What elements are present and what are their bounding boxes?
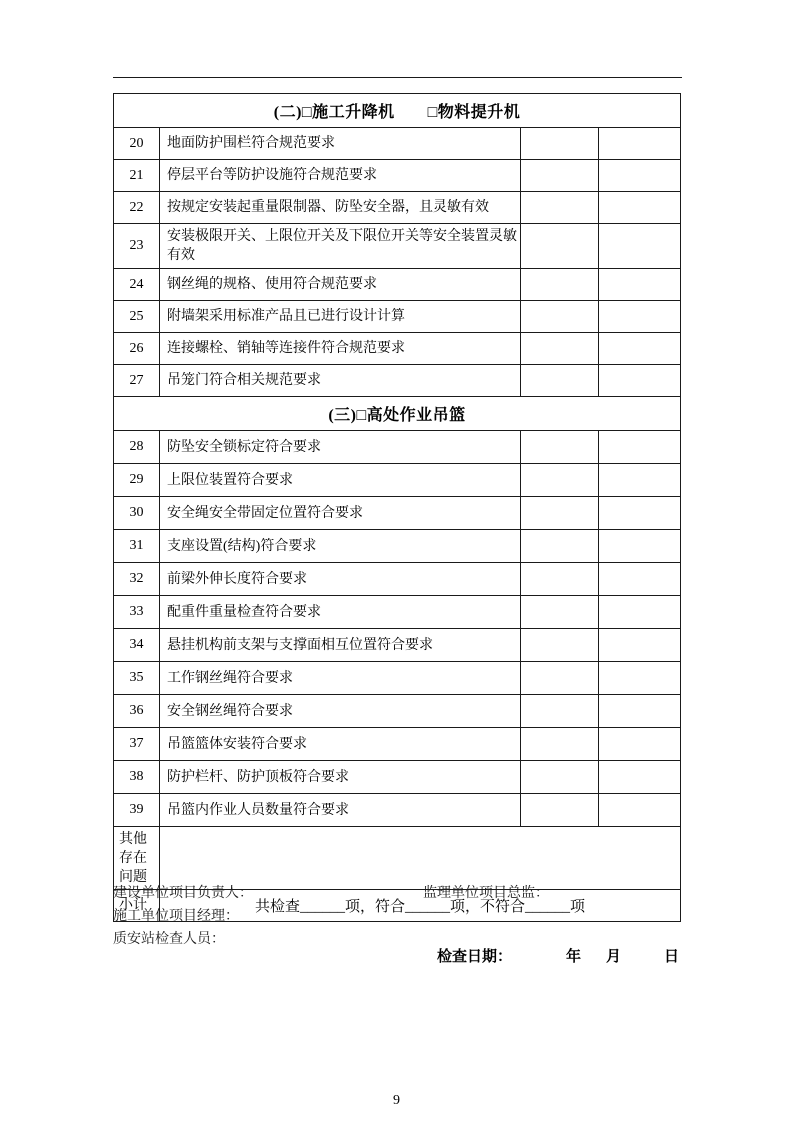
check-cell-2[interactable] (599, 333, 681, 365)
row-item: 上限位装置符合要求 (160, 464, 521, 497)
check-cell-1[interactable] (521, 128, 599, 160)
row-item: 防坠安全锁标定符合要求 (160, 431, 521, 464)
check-cell-2[interactable] (599, 695, 681, 728)
table-row (114, 333, 681, 365)
row-item: 地面防护围栏符合规范要求 (160, 128, 521, 160)
row-item: 安全绳安全带固定位置符合要求 (160, 497, 521, 530)
row-number: 31 (114, 530, 160, 563)
check-cell-1[interactable] (521, 301, 599, 333)
row-number: 22 (114, 192, 160, 224)
section-header-hoist-label: (二)□施工升降机 □物料提升机 (114, 94, 681, 128)
check-cell-2[interactable] (599, 794, 681, 827)
table-row (114, 662, 681, 695)
page-number: 9 (393, 1093, 400, 1108)
check-cell-1[interactable] (521, 365, 599, 397)
check-cell-2[interactable] (599, 365, 681, 397)
builder-signature-label: 建设单位项目负责人： (113, 886, 253, 901)
inspection-table (113, 93, 681, 922)
check-cell-2[interactable] (599, 530, 681, 563)
table-row (114, 728, 681, 761)
section-header-gondola (114, 397, 681, 431)
row-item: 吊笼门符合相关规范要求 (160, 365, 521, 397)
check-cell-1[interactable] (521, 333, 599, 365)
row-number: 27 (114, 365, 160, 397)
contractor-signature-label: 施工单位项目经理： (113, 909, 239, 924)
inspection-date-label: 检查日期： (437, 948, 513, 965)
row-item: 工作钢丝绳符合要求 (160, 662, 521, 695)
row-number: 28 (114, 431, 160, 464)
check-cell-1[interactable] (521, 497, 599, 530)
other-issues-content[interactable] (160, 827, 681, 890)
table-row (114, 629, 681, 662)
row-item: 安装极限开关、上限位开关及下限位开关等安全装置灵敏有效 (160, 224, 521, 269)
table-row (114, 431, 681, 464)
check-cell-2[interactable] (599, 563, 681, 596)
table-row (114, 695, 681, 728)
check-cell-2[interactable] (599, 596, 681, 629)
page-break-rule (113, 77, 682, 78)
table-row (114, 530, 681, 563)
check-cell-2[interactable] (599, 269, 681, 301)
check-cell-1[interactable] (521, 695, 599, 728)
row-item: 配重件重量检查符合要求 (160, 596, 521, 629)
row-number: 21 (114, 160, 160, 192)
check-cell-1[interactable] (521, 563, 599, 596)
section-header-gondola-label: (三)□高处作业吊篮 (114, 397, 681, 431)
check-cell-1[interactable] (521, 160, 599, 192)
subtotal-text: 共检查______项，符合______项，不符合______项 (160, 890, 681, 922)
check-cell-1[interactable] (521, 464, 599, 497)
check-cell-2[interactable] (599, 431, 681, 464)
table-row (114, 497, 681, 530)
check-cell-1[interactable] (521, 224, 599, 269)
check-cell-1[interactable] (521, 530, 599, 563)
check-cell-2[interactable] (599, 160, 681, 192)
check-cell-2[interactable] (599, 629, 681, 662)
table-row (114, 128, 681, 160)
check-cell-2[interactable] (599, 497, 681, 530)
row-item: 防护栏杆、防护顶板符合要求 (160, 761, 521, 794)
other-issues-row (114, 827, 681, 890)
supervisor-signature-label: 监理单位项目总监： (423, 886, 549, 901)
check-cell-2[interactable] (599, 728, 681, 761)
row-number: 24 (114, 269, 160, 301)
row-number: 35 (114, 662, 160, 695)
check-cell-2[interactable] (599, 761, 681, 794)
check-cell-1[interactable] (521, 728, 599, 761)
row-number: 30 (114, 497, 160, 530)
table-row (114, 596, 681, 629)
check-cell-1[interactable] (521, 794, 599, 827)
table-row (114, 269, 681, 301)
table-row (114, 794, 681, 827)
row-item: 吊篮篮体安装符合要求 (160, 728, 521, 761)
table-row (114, 224, 681, 269)
check-cell-2[interactable] (599, 128, 681, 160)
inspector-signature-label: 质安站检查人员： (113, 932, 225, 947)
table-row (114, 301, 681, 333)
check-cell-1[interactable] (521, 269, 599, 301)
row-number: 33 (114, 596, 160, 629)
row-item: 停层平台等防护设施符合规范要求 (160, 160, 521, 192)
row-number: 34 (114, 629, 160, 662)
row-item: 安全钢丝绳符合要求 (160, 695, 521, 728)
table-row (114, 464, 681, 497)
subtotal-label: 小计 (114, 890, 160, 922)
table-row (114, 192, 681, 224)
row-item: 支座设置(结构)符合要求 (160, 530, 521, 563)
row-item: 附墙架采用标准产品且已进行设计计算 (160, 301, 521, 333)
row-number: 39 (114, 794, 160, 827)
month-label: 月 (606, 948, 622, 965)
day-label: 日 (664, 948, 680, 965)
table-row (114, 563, 681, 596)
check-cell-1[interactable] (521, 192, 599, 224)
check-cell-1[interactable] (521, 629, 599, 662)
check-cell-1[interactable] (521, 431, 599, 464)
row-item: 前梁外伸长度符合要求 (160, 563, 521, 596)
row-number: 23 (114, 224, 160, 269)
table-row (114, 761, 681, 794)
check-cell-1[interactable] (521, 662, 599, 695)
row-item: 吊篮内作业人员数量符合要求 (160, 794, 521, 827)
check-cell-2[interactable] (599, 464, 681, 497)
section-header-hoist (114, 94, 681, 128)
check-cell-2[interactable] (599, 224, 681, 269)
row-item: 按规定安装起重量限制器、防坠安全器，且灵敏有效 (160, 192, 521, 224)
table-row (114, 365, 681, 397)
year-label: 年 (566, 948, 582, 965)
row-number: 38 (114, 761, 160, 794)
row-number: 20 (114, 128, 160, 160)
row-number: 26 (114, 333, 160, 365)
row-number: 32 (114, 563, 160, 596)
check-cell-2[interactable] (599, 192, 681, 224)
row-item: 钢丝绳的规格、使用符合规范要求 (160, 269, 521, 301)
row-number: 29 (114, 464, 160, 497)
row-number: 25 (114, 301, 160, 333)
row-number: 37 (114, 728, 160, 761)
row-number: 36 (114, 695, 160, 728)
check-cell-2[interactable] (599, 301, 681, 333)
row-item: 连接螺栓、销轴等连接件符合规范要求 (160, 333, 521, 365)
check-cell-1[interactable] (521, 596, 599, 629)
row-item: 悬挂机构前支架与支撑面相互位置符合要求 (160, 629, 521, 662)
check-cell-2[interactable] (599, 662, 681, 695)
other-issues-label: 其他存在问题 (114, 827, 160, 890)
check-cell-1[interactable] (521, 761, 599, 794)
table-row (114, 160, 681, 192)
